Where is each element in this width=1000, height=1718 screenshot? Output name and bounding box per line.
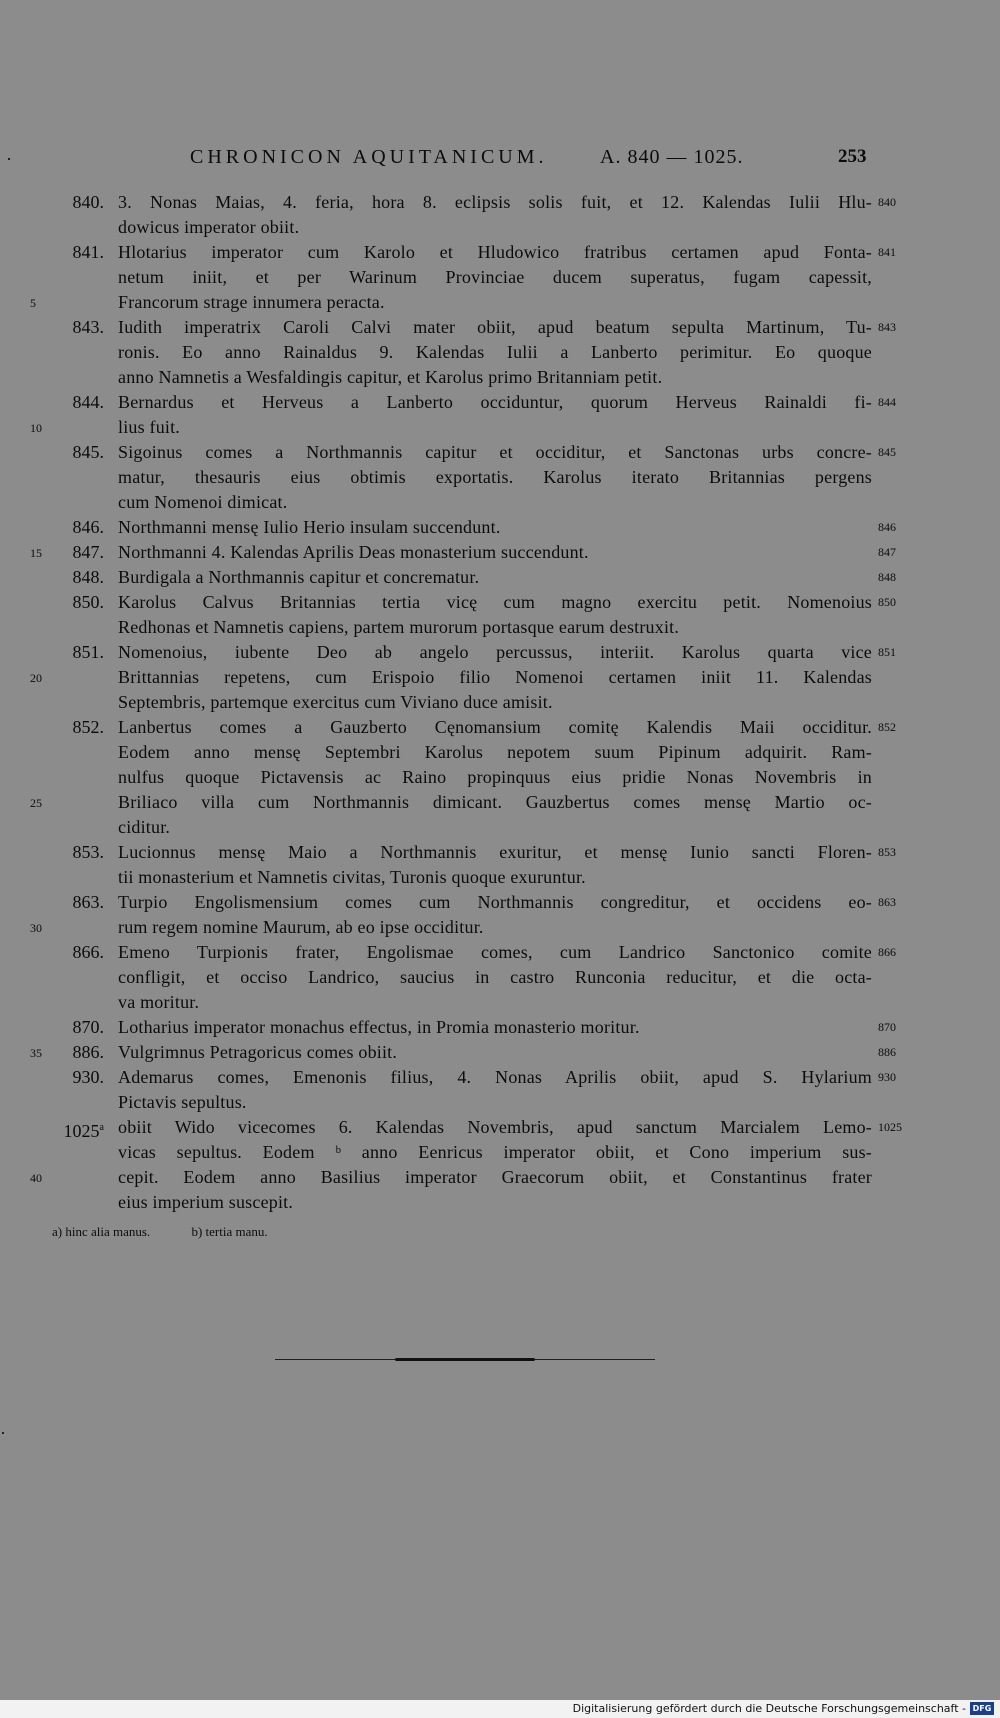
margin-year: 841: [878, 245, 896, 259]
entry-text: [118, 1015, 872, 1040]
end-ornament-rule: [275, 1356, 655, 1364]
entry-text: [118, 540, 872, 565]
entry-line: dowicus imperator obiit.: [118, 217, 300, 237]
entry-text: [118, 590, 872, 640]
entry-year-text: 886.: [72, 1042, 104, 1062]
margin-year: 847: [878, 545, 896, 559]
entry-text: [118, 715, 872, 840]
entry-year: [36, 840, 104, 865]
chronicle-entry: [0, 590, 1000, 640]
entry-year-text: 863.: [72, 892, 104, 912]
entry-year-text: 844.: [72, 392, 104, 412]
entry-line: 3. Nonas Maias, 4. feria, hora 8. eclipsis solis fuit, et 12. Kalendas Iulii Hlu-: [118, 192, 872, 212]
entry-line: Eodem anno mensę Septembri Karolus nepotem suum Pipinum adquirit. Ram-: [118, 742, 872, 762]
entry-line: Sigoinus comes a Northmannis capitur et occiditur, et Sanctonas urbs concre-: [118, 442, 872, 462]
entry-line: obiit Wido vicecomes 6. Kalendas Novembris, apud sanctum Marcialem Lemo-: [118, 1117, 872, 1137]
scan-speck: [2, 1432, 4, 1434]
chronicle-entry: [0, 1015, 1000, 1040]
entry-text: [118, 440, 872, 515]
chronicle-entry: [0, 240, 1000, 315]
entry-text: [118, 565, 872, 590]
dfg-credit: Digitalisierung gefördert durch die Deutsche Forschungsgemeinschaft -: [572, 1702, 966, 1715]
page-number: 253: [838, 146, 867, 167]
line-number: 10: [30, 421, 42, 435]
footnote-a: a) hinc alia manus.: [52, 1224, 151, 1239]
entry-year: [36, 1115, 104, 1144]
chronicle-entries: [0, 190, 1000, 1215]
entry-line: Lanbertus comes a Gauzberto Cęnomansium comitę Kalendis Maii occiditur.: [118, 717, 872, 737]
footnotes: [52, 1224, 306, 1240]
entry-text: [118, 1040, 872, 1065]
entry-year-text: 847.: [72, 542, 104, 562]
entry-line: Septembris, partemque exercitus cum Viviano duce amisit.: [118, 692, 553, 712]
rule-thick: [395, 1358, 535, 1361]
entry-year: [36, 240, 104, 265]
entry-year-text: 866.: [72, 942, 104, 962]
entry-line: rum regem nomine Maurum, ab eo ipse occiditur.: [118, 917, 484, 937]
entry-text: [118, 515, 872, 540]
entry-line: Lucionnus mensę Maio a Northmannis exuritur, et mensę Iunio sancti Floren-: [118, 842, 872, 862]
chronicle-entry: [0, 1065, 1000, 1115]
entry-year-text: 851.: [72, 642, 104, 662]
entry-year-text: 843.: [72, 317, 104, 337]
line-number: 15: [30, 546, 42, 560]
margin-year: 851: [878, 645, 896, 659]
entry-line: eius imperium suscepit.: [118, 1192, 294, 1212]
entry-year: [36, 1040, 104, 1065]
entry-line: Emeno Turpionis frater, Engolismae comes, cum Landrico Sanctonico comite: [118, 942, 872, 962]
margin-year: 1025: [878, 1120, 902, 1134]
entry-year-text: 930.: [72, 1067, 104, 1087]
entry-year: [36, 1015, 104, 1040]
entry-line: Nomenoius, iubente Deo ab angelo percussus, interiit. Karolus quarta vice: [118, 642, 872, 662]
margin-year: 848: [878, 570, 896, 584]
margin-year: 845: [878, 445, 896, 459]
entry-year: [36, 315, 104, 340]
chronicle-entry: [0, 390, 1000, 440]
entry-line: Burdigala a Northmannis capitur et concrematur.: [118, 567, 480, 587]
entry-line: cepit. Eodem anno Basilius imperator Graecorum obiit, et Constantinus frater: [118, 1167, 872, 1187]
page-header: [0, 146, 1000, 176]
entry-year: [36, 640, 104, 665]
chronicle-entry: [0, 440, 1000, 515]
entry-year-text: 850.: [72, 592, 104, 612]
margin-year: 850: [878, 595, 896, 609]
entry-line: ronis. Eo anno Rainaldus 9. Kalendas Iulii a Lanberto perimitur. Eo quoque: [118, 342, 872, 362]
entry-line: Ademarus comes, Emenonis filius, 4. Nonas Aprilis obiit, apud S. Hylarium: [118, 1067, 872, 1087]
entry-year: [36, 515, 104, 540]
entry-year: [36, 540, 104, 565]
entry-line: matur, thesauris eius obtimis exportatis. Karolus iterato Britannias pergens: [118, 467, 872, 487]
margin-year: 866: [878, 945, 896, 959]
footnote-mark: a: [99, 1122, 104, 1133]
entry-year: [36, 890, 104, 915]
entry-line: Redhonas et Namnetis capiens, partem murorum portasque earum destruxit.: [118, 617, 680, 637]
entry-year: [36, 590, 104, 615]
entry-line: Bernardus et Herveus a Lanberto occiduntur, quorum Herveus Rainaldi fi-: [118, 392, 872, 412]
chronicle-entry: [0, 1115, 1000, 1215]
entry-line: Turpio Engolismensium comes cum Northmannis congreditur, et occidens eo-: [118, 892, 872, 912]
entry-text: [118, 240, 872, 315]
line-number: 40: [30, 1171, 42, 1185]
entry-line: confligit, et occiso Landrico, saucius in castro Runconia reducitur, et die octa-: [118, 967, 872, 987]
line-number: 20: [30, 671, 42, 685]
entry-year-text: 853.: [72, 842, 104, 862]
chronicle-entry: [0, 1040, 1000, 1065]
entry-year-text: 841.: [72, 242, 104, 262]
margin-year: 930: [878, 1070, 896, 1084]
entry-year: [36, 190, 104, 215]
entry-line: Brittannias repetens, cum Erispoio filio Nomenoi certamen iniit 11. Kalendas: [118, 667, 872, 687]
entry-text: [118, 1065, 872, 1115]
entry-line: cum Nomenoi dimicat.: [118, 492, 288, 512]
chronicle-entry: [0, 190, 1000, 240]
entry-line: netum iniit, et per Warinum Provinciae ducem superatus, fugam capessit,: [118, 267, 872, 287]
entry-text: [118, 840, 872, 890]
margin-year: 852: [878, 720, 896, 734]
footnote-b: b) tertia manu.: [191, 1224, 268, 1239]
chronicle-entry: [0, 940, 1000, 1015]
entry-text: [118, 390, 872, 440]
entry-year: [36, 940, 104, 965]
entry-year: [36, 390, 104, 415]
entry-line: tii monasterium et Namnetis civitas, Turonis quoque exuruntur.: [118, 867, 586, 887]
entry-year: [36, 440, 104, 465]
margin-year: 844: [878, 395, 896, 409]
entry-text: [118, 1115, 872, 1215]
entry-year: [36, 565, 104, 590]
margin-year: 840: [878, 195, 896, 209]
margin-year: 853: [878, 845, 896, 859]
margin-year: 863: [878, 895, 896, 909]
margin-year: 846: [878, 520, 896, 534]
entry-line: Briliaco villa cum Northmannis dimicant. Gauzbertus comes mensę Martio oc-: [118, 792, 872, 812]
entry-line: Northmanni mensę Iulio Herio insulam succendunt.: [118, 517, 501, 537]
entry-line: lius fuit.: [118, 417, 181, 437]
entry-line: Karolus Calvus Britannias tertia vicę cum magno exercitu petit. Nomenoius: [118, 592, 872, 612]
entry-year-text: 848.: [72, 567, 104, 587]
entry-line: Lotharius imperator monachus effectus, in Promia monasterio moritur.: [118, 1017, 640, 1037]
entry-line: anno Namnetis a Wesfaldingis capitur, et Karolus primo Britanniam petit.: [118, 367, 663, 387]
line-number: 25: [30, 796, 42, 810]
chronicle-entry: [0, 540, 1000, 565]
digitization-footer: [0, 1700, 1000, 1718]
entry-year-text: 845.: [72, 442, 104, 462]
line-number: 30: [30, 921, 42, 935]
chronicle-entry: [0, 840, 1000, 890]
entry-line: vicas sepultus. Eodem ᵇ anno Eenricus imperator obiit, et Cono imperium sus-: [118, 1142, 872, 1162]
entry-line: Northmanni 4. Kalendas Aprilis Deas monasterium succendunt.: [118, 542, 589, 562]
chronicle-entry: [0, 715, 1000, 840]
running-range: A. 840 — 1025.: [600, 146, 744, 168]
line-number: 35: [30, 1046, 42, 1060]
margin-year: 886: [878, 1045, 896, 1059]
line-number: 5: [30, 296, 36, 310]
entry-text: [118, 640, 872, 715]
entry-text: [118, 940, 872, 1015]
entry-text: [118, 890, 872, 940]
entry-year: [36, 1065, 104, 1090]
entry-line: Vulgrimnus Petragoricus comes obiit.: [118, 1042, 398, 1062]
entry-text: [118, 190, 872, 240]
chronicle-entry: [0, 640, 1000, 715]
entry-line: ciditur.: [118, 817, 171, 837]
margin-year: 870: [878, 1020, 896, 1034]
scan-speck: [8, 158, 10, 160]
entry-line: nulfus quoque Pictavensis ac Raino propinquus eius pridie Nonas Novembris in: [118, 767, 872, 787]
margin-year: 843: [878, 320, 896, 334]
entry-year-text: 846.: [72, 517, 104, 537]
dfg-logo[interactable]: DFG: [970, 1702, 994, 1715]
entry-year-text: 852.: [72, 717, 104, 737]
entry-year-text: 840.: [72, 192, 104, 212]
chronicle-entry: [0, 315, 1000, 390]
entry-line: Pictavis sepultus.: [118, 1092, 247, 1112]
entry-year-text: 870.: [72, 1017, 104, 1037]
entry-line: Francorum strage innumera peracta.: [118, 292, 385, 312]
entry-line: Hlotarius imperator cum Karolo et Hludowico fratribus certamen apud Fonta-: [118, 242, 872, 262]
chronicle-entry: [0, 890, 1000, 940]
running-title: CHRONICON AQUITANICUM.: [190, 146, 548, 168]
entry-year-text: 1025: [63, 1121, 100, 1141]
entry-text: [118, 315, 872, 390]
entry-line: Iudith imperatrix Caroli Calvi mater obiit, apud beatum sepulta Martinum, Tu-: [118, 317, 872, 337]
entry-line: va moritur.: [118, 992, 200, 1012]
chronicle-entry: [0, 565, 1000, 590]
entry-year: [36, 715, 104, 740]
chronicle-entry: [0, 515, 1000, 540]
